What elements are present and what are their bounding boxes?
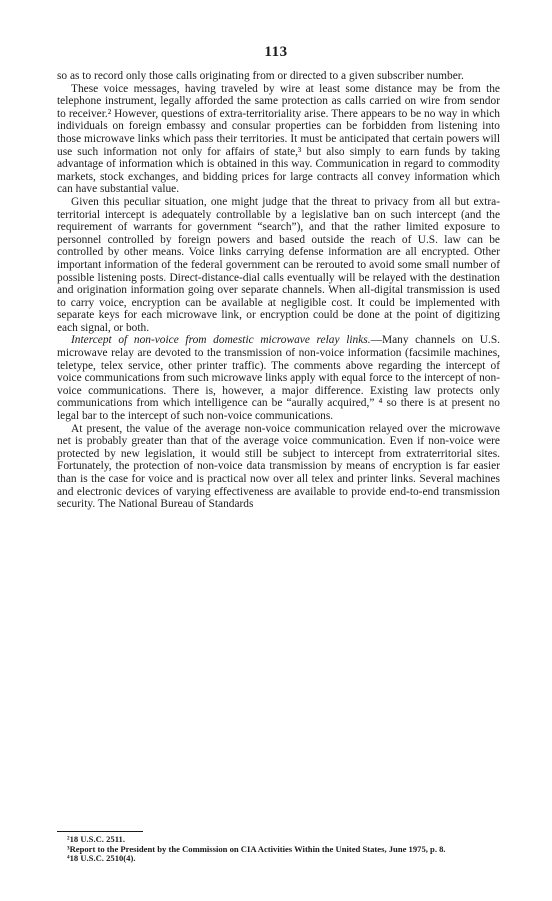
run-in-heading: Intercept of non-voice from domestic microwave relay links.: [71, 334, 371, 347]
footnote-mark: ³: [67, 843, 70, 854]
body-text: [57, 70, 500, 511]
paragraph-non-voice-text: —Many channels on U.S. microwave relay are devoted to the transmission of non-voice information (facsimile machines, teletype, telex service, other printer traffic). The comments above regarding the intercept of voice communications from such microwave links apply with equal force to the intercept of non-voice communications. There is, however, a major difference. Existing law protects only communications from which intelligence can be “aurally acquired,” ⁴ so there is at present no legal bar to the intercept of such non-voice communications.: [57, 334, 501, 423]
footnote-rule: [57, 831, 143, 832]
footnote-text: 18 U.S.C. 2511.: [69, 834, 125, 844]
paragraph-peculiar-situation: Given this peculiar situation, one might judge that the threat to privacy from all but extra-territorial intercept is adequately controllable by a legislative ban on such intercept (and the requirement of warrants for government “search”), and that the rather limited exposure to personnel controlled by foreign powers and based outside the reach of U.S. law can be controlled by other means. Voice links carrying defense information are all encrypted. Other important information of the federal government can be rerouted to avoid some small number of possible listening posts. Direct-distance-dial calls eventually will be relayed with the destination and origination information going over separate channels. When all-digital transmission is used to carry voice, encryption can be available at negligible cost. It could be implemented with separate keys for each microwave link, or encryption could be done at the point of digitizing each signal, or both.: [57, 195, 500, 334]
footnote-text: 18 U.S.C. 2510(4).: [69, 853, 136, 864]
footnote-text: Report to the President by the Commission on CIA Activities Within the United States, June 1975, p. 8.: [69, 843, 446, 854]
footnotes: [57, 831, 500, 864]
paragraph-continuation: so as to record only those calls originating from or directed to a given subscriber number.: [57, 70, 464, 82]
paragraph-value-non-voice: At present, the value of the average non-voice communication relayed over the microwave net is probably greater than that of the average voice communication. Even if non-voice were protected by new legislation, it would still be subject to intercept from extraterritorial sites. Fortunately, the protection of non-voice data transmission by means of encryption is far easier than is the case for voice and is practical now over all telex and printer links. Several machines and electronic devices of varying effectiveness are available to provide end-to-end transmission security. The National Bureau of Standards: [57, 422, 500, 511]
footnote-mark: ⁴: [67, 853, 70, 864]
footnote-4: [57, 854, 500, 864]
paragraph-non-voice-intercept: [57, 334, 500, 422]
paragraph-voice-messages: These voice messages, having traveled by wire at least some distance may be from the telephone instrument, legally afforded the same protection as calls carried on wire from sendor to receiver.² However, questions of extra-territoriality arise. There appears to be no way in which individuals on foreign embassy and consular properties can be forbidden from listening into those microwave links which pass their territories. It must be anticipated that certain powers will use such information not only for affairs of state,³ but also simply to earn funds by taking advantage of information which is obtained in this way. Communication in regard to commodity markets, stock exchanges, and bidding prices for large contracts all convey information which can have substantial value.: [57, 82, 500, 196]
footnote-mark: ²: [67, 834, 70, 844]
page-number: 113: [264, 44, 288, 60]
